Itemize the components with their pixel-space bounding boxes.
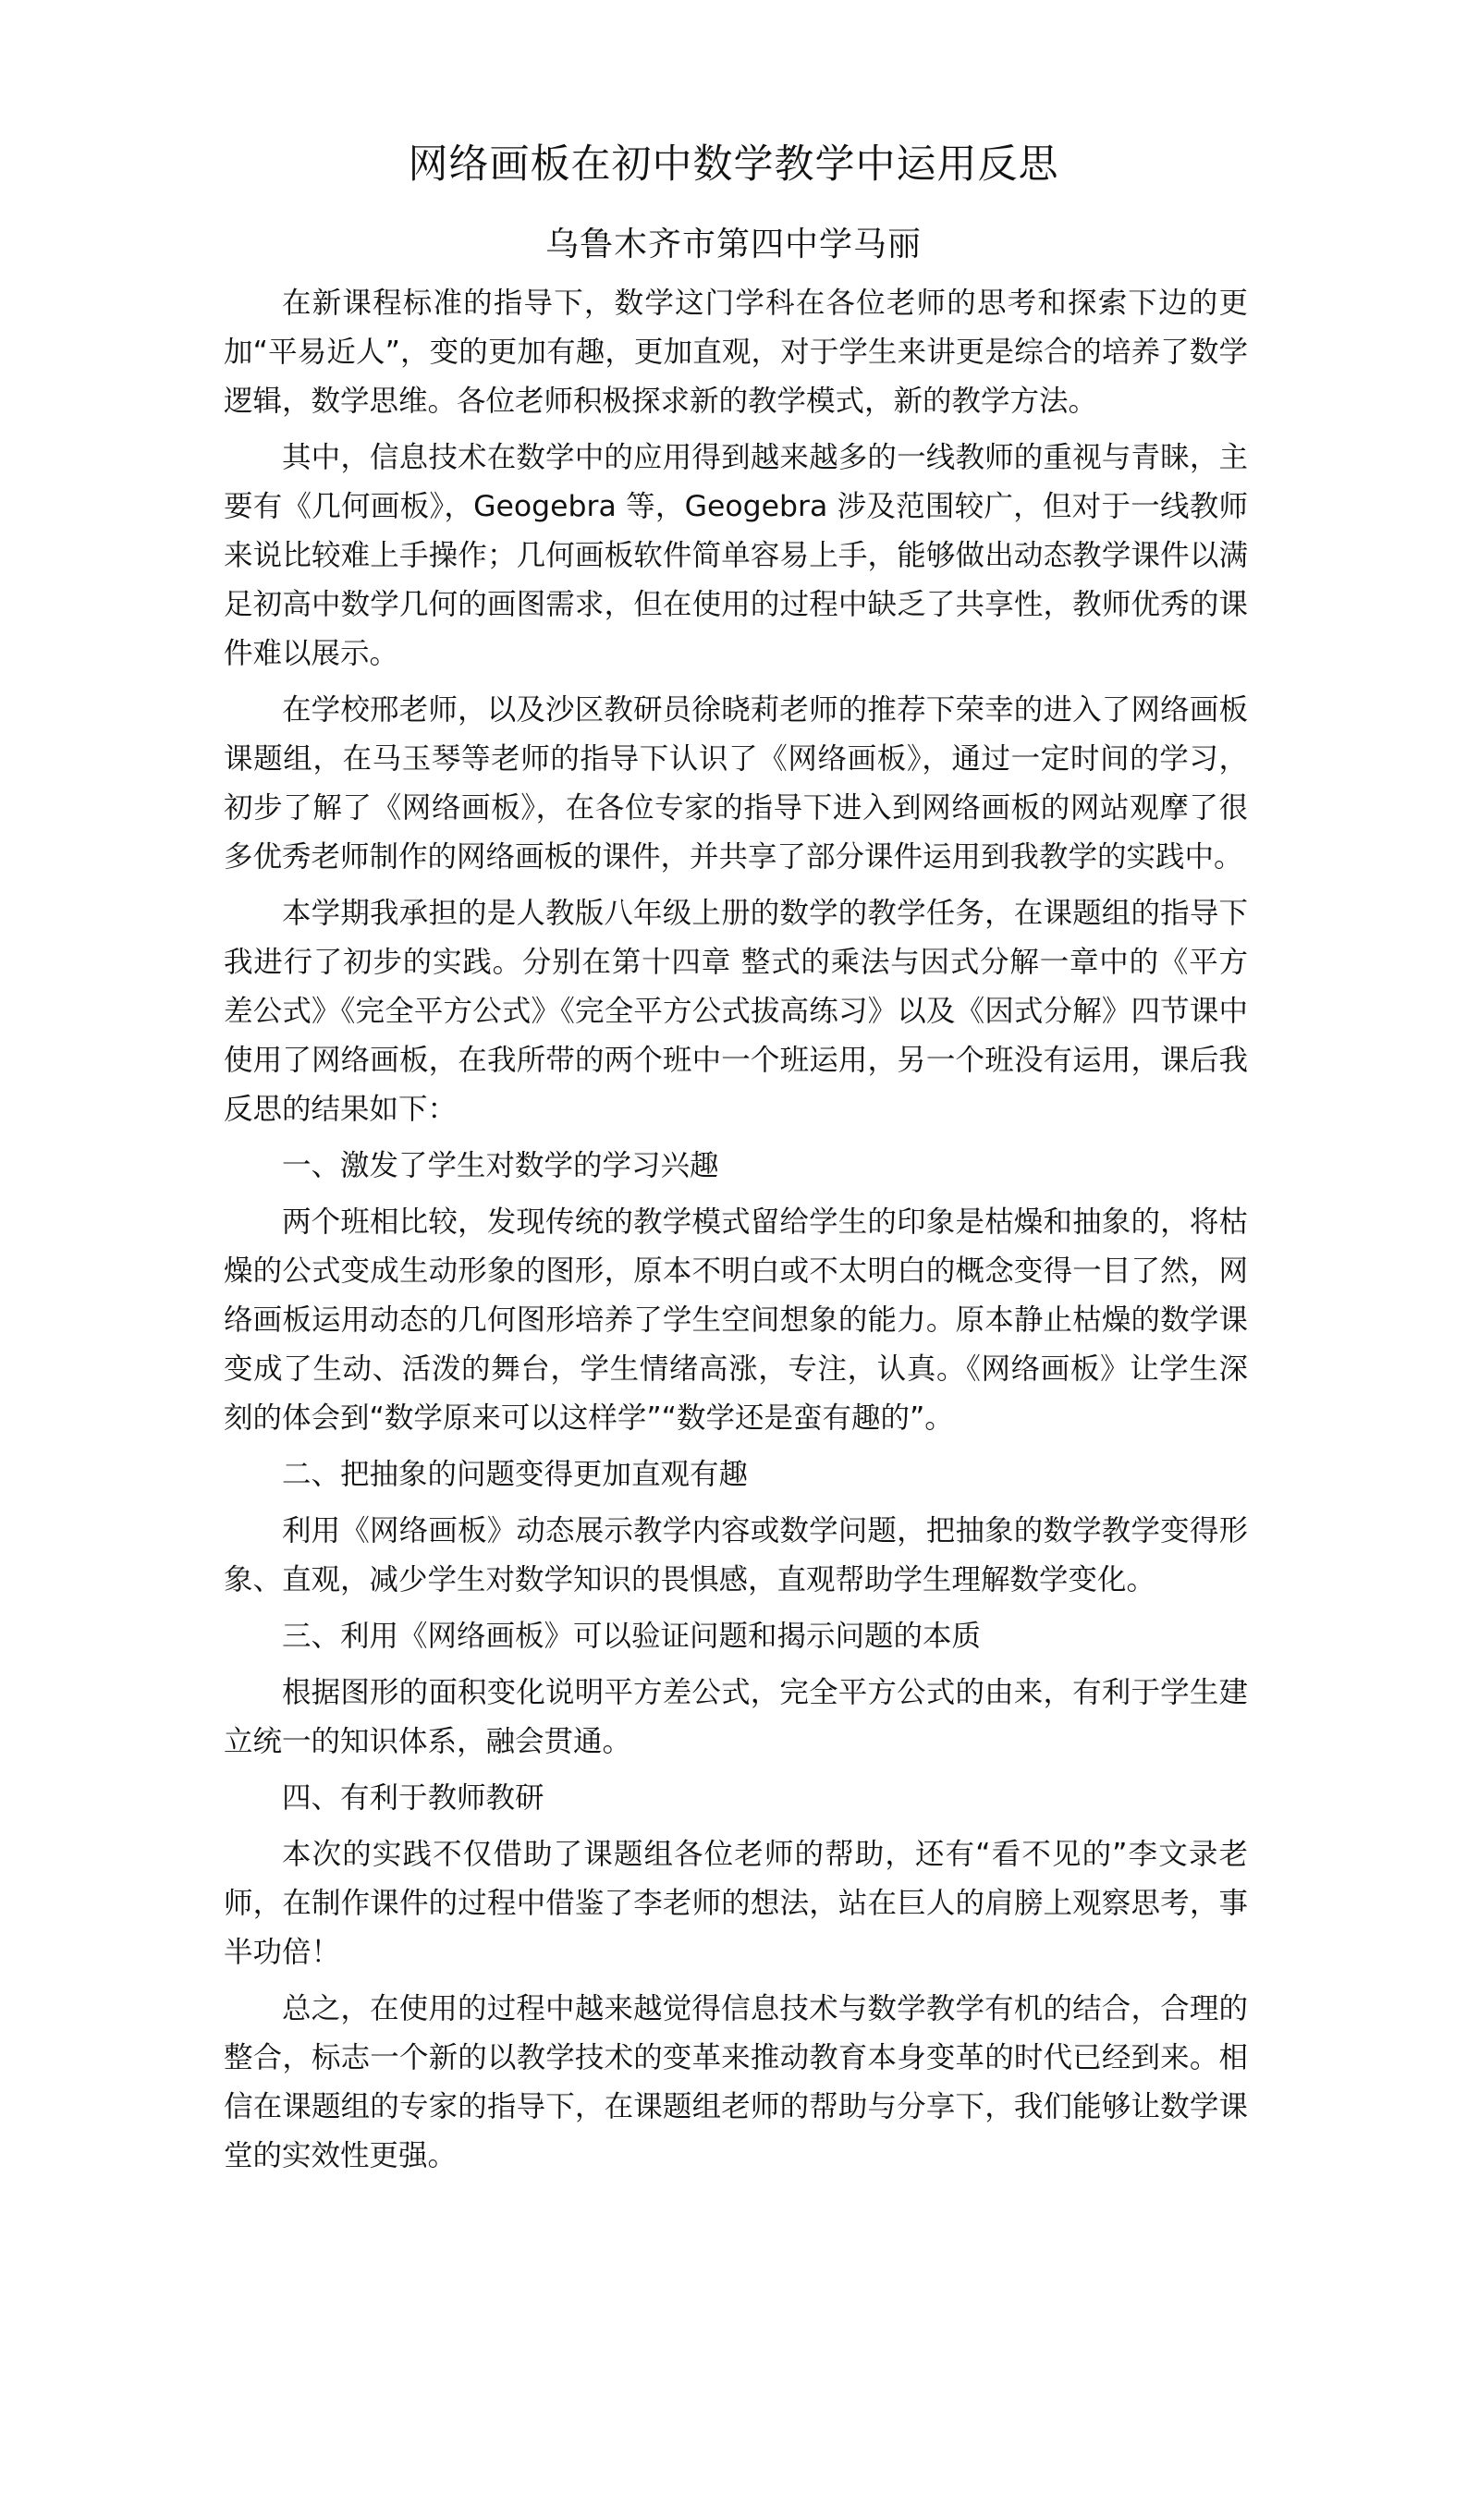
paragraph-project-group: 在学校邢老师，以及沙区教研员徐晓莉老师的推荐下荣幸的进入了网络画板课题组，在马玉琴等老师的指导下认识了《网络画板》，通过一定时间的学习，初步了解了《网络画板》，在各位专家的指导下进入到网络画板的网站观摩了很多优秀老师制作的网络画板的课件，并共享了部分课件运用到我教学的实践中。 [224, 693, 1248, 874]
paragraph-section-1: 两个班相比较，发现传统的教学模式留给学生的印象是枯燥和抽象的，将枯燥的公式变成生动形象的图形，原本不明白或不太明白的概念变得一目了然，网络画板运用动态的几何图形培养了学生空间想象的能力。原本静止枯燥的数学课变成了生动、活泼的舞台，学生情绪高涨，专注，认真。《网络画板》让学生深刻的体会到“数学原来可以这样学”“数学还是蛮有趣的”。 [224, 1205, 1248, 1435]
paragraph-background: 其中，信息技术在数学中的应用得到越来越多的一线教师的重视与青睐，主要有《几何画板》，Geogebra 等，Geogebra 涉及范围较广，但对于一线教师来说比较难上手操作；几何画板软件简单容易上手，能够做出动态教学课件以满足初高中数学几何的画图需求，但在使用的过程中缺乏了共享性，教师优秀的课件难以展示。 [224, 441, 1248, 670]
paragraph-intro: 在新课程标准的指导下，数学这门学科在各位老师的思考和探索下边的更加“平易近人”，变的更加有趣，更加直观，对于学生来讲更是综合的培养了数学逻辑，数学思维。各位老师积极探求新的教学模式，新的教学方法。 [224, 287, 1248, 418]
section-heading-1: 一、激发了学生对数学的学习兴趣 [282, 1149, 719, 1182]
section-heading-3: 三、利用《网络画板》可以验证问题和揭示问题的本质 [282, 1620, 982, 1653]
paragraph-section-4: 本次的实践不仅借助了课题组各位老师的帮助，还有“看不见的”李文录老师，在制作课件的过程中借鉴了李老师的想法，站在巨人的肩膀上观察思考，事半功倍！ [224, 1838, 1248, 1969]
document-title: 网络画板在初中数学教学中运用反思 [408, 141, 1059, 188]
section-heading-2: 二、把抽象的问题变得更加直观有趣 [282, 1458, 749, 1491]
paragraph-conclusion: 总之，在使用的过程中越来越觉得信息技术与数学教学有机的结合，合理的整合，标志一个新的以教学技术的变革来推动教育本身变革的时代已经到来。相信在课题组的专家的指导下，在课题组老师的帮助与分享下，我们能够让数学课堂的实效性更强。 [224, 1992, 1248, 2172]
paragraph-section-3: 根据图形的面积变化说明平方差公式，完全平方公式的由来，有利于学生建立统一的知识体系，融会贯通。 [224, 1676, 1248, 1758]
document-author: 乌鲁木齐市第四中学马丽 [544, 226, 922, 263]
document-body [224, 279, 1248, 2188]
paragraph-practice: 本学期我承担的是人教版八年级上册的数学的教学任务，在课题组的指导下我进行了初步的实践。分别在第十四章 整式的乘法与因式分解一章中的《平方差公式》《完全平方公式》《完全平方公式拔高练习》以及《因式分解》四节课中使用了网络画板，在我所带的两个班中一个班运用，另一个班没有运用，课后我反思的结果如下： [224, 897, 1248, 1126]
section-heading-4: 四、有利于教师教研 [282, 1781, 544, 1815]
paragraph-section-2: 利用《网络画板》动态展示教学内容或数学问题，把抽象的数学教学变得形象、直观，减少学生对数学知识的畏惧感，直观帮助学生理解数学变化。 [224, 1514, 1248, 1596]
